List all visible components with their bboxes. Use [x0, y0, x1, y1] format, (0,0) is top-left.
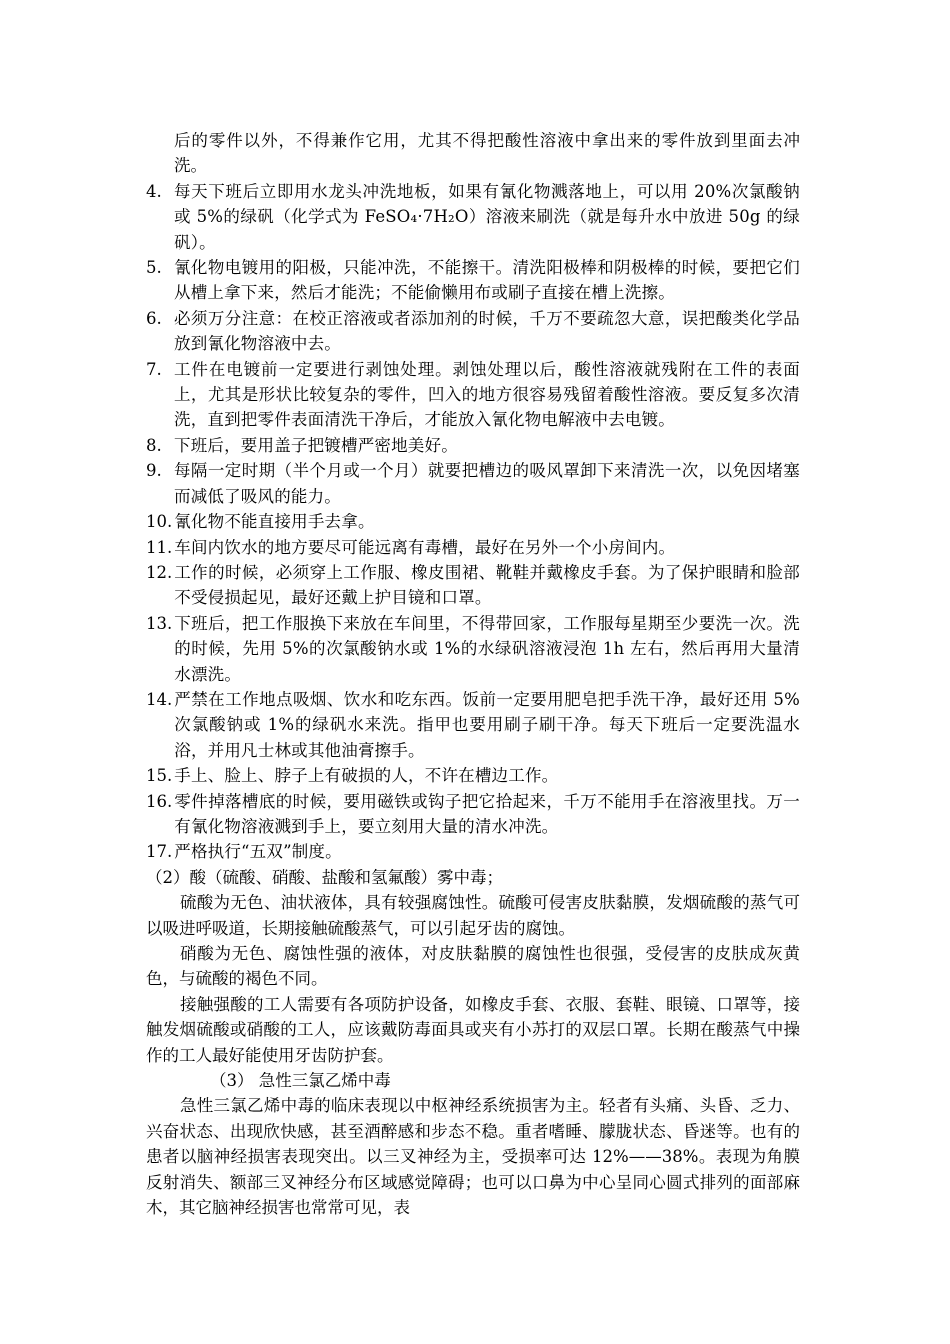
list-item-text: 每隔一定时期（半个月或一个月）就要把槽边的吸风罩卸下来清洗一次，以免因堵塞而减低了吸风的能力。 [174, 461, 800, 506]
section-heading-trichloroethylene: （3） 急性三氯乙烯中毒 [210, 1071, 391, 1091]
list-item-number: 13. [146, 613, 173, 633]
paragraph-sulfuric-acid: 硫酸为无色、油状液体，具有较强腐蚀性。硫酸可侵害皮肤黏膜，发烟硫酸的蒸气可以吸进呼吸道，长期接触硫酸蒸气，可以引起牙齿的腐蚀。 [146, 893, 800, 938]
list-item-text: 车间内饮水的地方要尽可能远离有毒槽，最好在另外一个小房间内。 [174, 537, 676, 557]
list-item-number: 7. [146, 359, 162, 379]
list-item-text: 氰化物不能直接用手去拿。 [174, 512, 375, 532]
list-item-number: 4. [146, 181, 162, 201]
list-item-text: 严禁在工作地点吸烟、饮水和吃东西。饭前一定要用肥皂把手洗干净，最好还用 5%次氯酸钠或 1%的绿矾水来洗。指甲也要用刷子刷干净。每天下班后一定要洗温水浴，并用凡士林或其他油膏擦手。 [174, 689, 800, 760]
list-item-number: 8. [146, 435, 162, 455]
list-item [146, 433, 800, 458]
list-item-number: 5. [146, 258, 162, 278]
list-item [146, 763, 800, 788]
list-item [146, 458, 800, 509]
list-item-number: 17. [146, 842, 173, 862]
list-item [146, 839, 800, 864]
list-item [146, 357, 800, 433]
paragraph-acid-protection: 接触强酸的工人需要有各项防护设备，如橡皮手套、衣服、套鞋、眼镜、口罩等，接触发烟硫酸或硝酸的工人，应该戴防毒面具或夹有小苏打的双层口罩。长期在酸蒸气中操作的工人最好能使用牙齿防护套。 [146, 994, 800, 1065]
list-item [146, 179, 800, 255]
list-item-number: 15. [146, 766, 173, 786]
list-item-number: 14. [146, 689, 173, 709]
list-item-text: 氰化物电镀用的阳极，只能冲洗，不能擦干。清洗阳极棒和阴极棒的时候，要把它们从槽上拿下来，然后才能洗；不能偷懒用布或刷子直接在槽上洗擦。 [174, 258, 800, 303]
list-item-number: 10. [146, 512, 173, 532]
list-item-text: 工件在电镀前一定要进行剥蚀处理。剥蚀处理以后，酸性溶液就残附在工件的表面上，尤其是形状比较复杂的零件，凹入的地方很容易残留着酸性溶液。要反复多次清洗，直到把零件表面清洗干净后，才能放入氰化物电解液中去电镀。 [174, 359, 800, 430]
list-item [146, 789, 800, 840]
list-item-text: 下班后，要用盖子把镀槽严密地美好。 [174, 435, 458, 455]
list-item-text: 必须万分注意：在校正溶液或者添加剂的时候，千万不要疏忽大意，误把酸类化学品放到氰化物溶液中去。 [174, 308, 800, 354]
list-item [146, 255, 800, 306]
list-item-text: 下班后，把工作服换下来放在车间里，不得带回家，工作服每星期至少要洗一次。洗的时候，先用 5%的次氯酸钠水或 1%的水绿矾溶液浸泡 1h 左右，然后再用大量清水漂洗。 [174, 613, 800, 684]
list-item [146, 560, 800, 611]
list-item-text: 工作的时候，必须穿上工作服、橡皮围裙、靴鞋并戴橡皮手套。为了保护眼睛和脸部不受侵损起见，最好还戴上护目镜和口罩。 [174, 562, 800, 608]
list-item-text: 手上、脸上、脖子上有破损的人，不许在槽边工作。 [174, 766, 559, 786]
list-item-text: 零件掉落槽底的时候，要用磁铁或钩子把它拾起来，千万不能用手在溶液里找。万一有氰化物溶液溅到手上，要立刻用大量的清水冲洗。 [174, 791, 800, 836]
list-item-number: 16. [146, 791, 173, 811]
paragraph-trichloroethylene: 急性三氯乙烯中毒的临床表现以中枢神经系统损害为主。轻者有头痛、头昏、乏力、兴奋状态、出现欣快感，甚至酒醉感和步态不稳。重者嗜睡、朦胧状态、昏迷等。也有的患者以脑神经损害表现突出。以三叉神经为主，受损率可达 12%——38%。表现为角膜反射消失、额部三叉神经分布区域感觉障碍；也可以口鼻为中心呈同心圆式排列的面部麻木，其它脑神经损害也常常可见，表 [146, 1096, 800, 1218]
paragraph-nitric-acid: 硝酸为无色、腐蚀性强的液体，对皮肤黏膜的腐蚀性也很强，受侵害的皮肤成灰黄色，与硫酸的褐色不同。 [146, 944, 800, 989]
list-item-number: 9. [146, 461, 162, 481]
list-item-number: 11. [146, 537, 173, 557]
continuation-text: 后的零件以外，不得兼作它用，尤其不得把酸性溶液中拿出来的零件放到里面去冲洗。 [174, 131, 800, 176]
list-item [146, 509, 800, 534]
section-heading-acid-mist: （2）酸（硫酸、硝酸、盐酸和氢氟酸）雾中毒； [146, 867, 503, 887]
list-item [146, 611, 800, 687]
list-item [146, 306, 800, 357]
list-item-number: 6. [146, 308, 162, 328]
list-item-number: 12. [146, 562, 173, 582]
list-item-text: 严格执行“五双”制度。 [174, 842, 342, 862]
list-item-text: 每天下班后立即用水龙头冲洗地板，如果有氰化物溅落地上，可以用 20%次氯酸钠或 5%的绿矾（化学式为 FeSO₄·7H₂O）溶液来刷洗（就是每升水中放进 50g 的绿矾）。 [174, 181, 800, 252]
precaution-list [146, 179, 800, 865]
list-item [146, 535, 800, 560]
list-item [146, 687, 800, 763]
